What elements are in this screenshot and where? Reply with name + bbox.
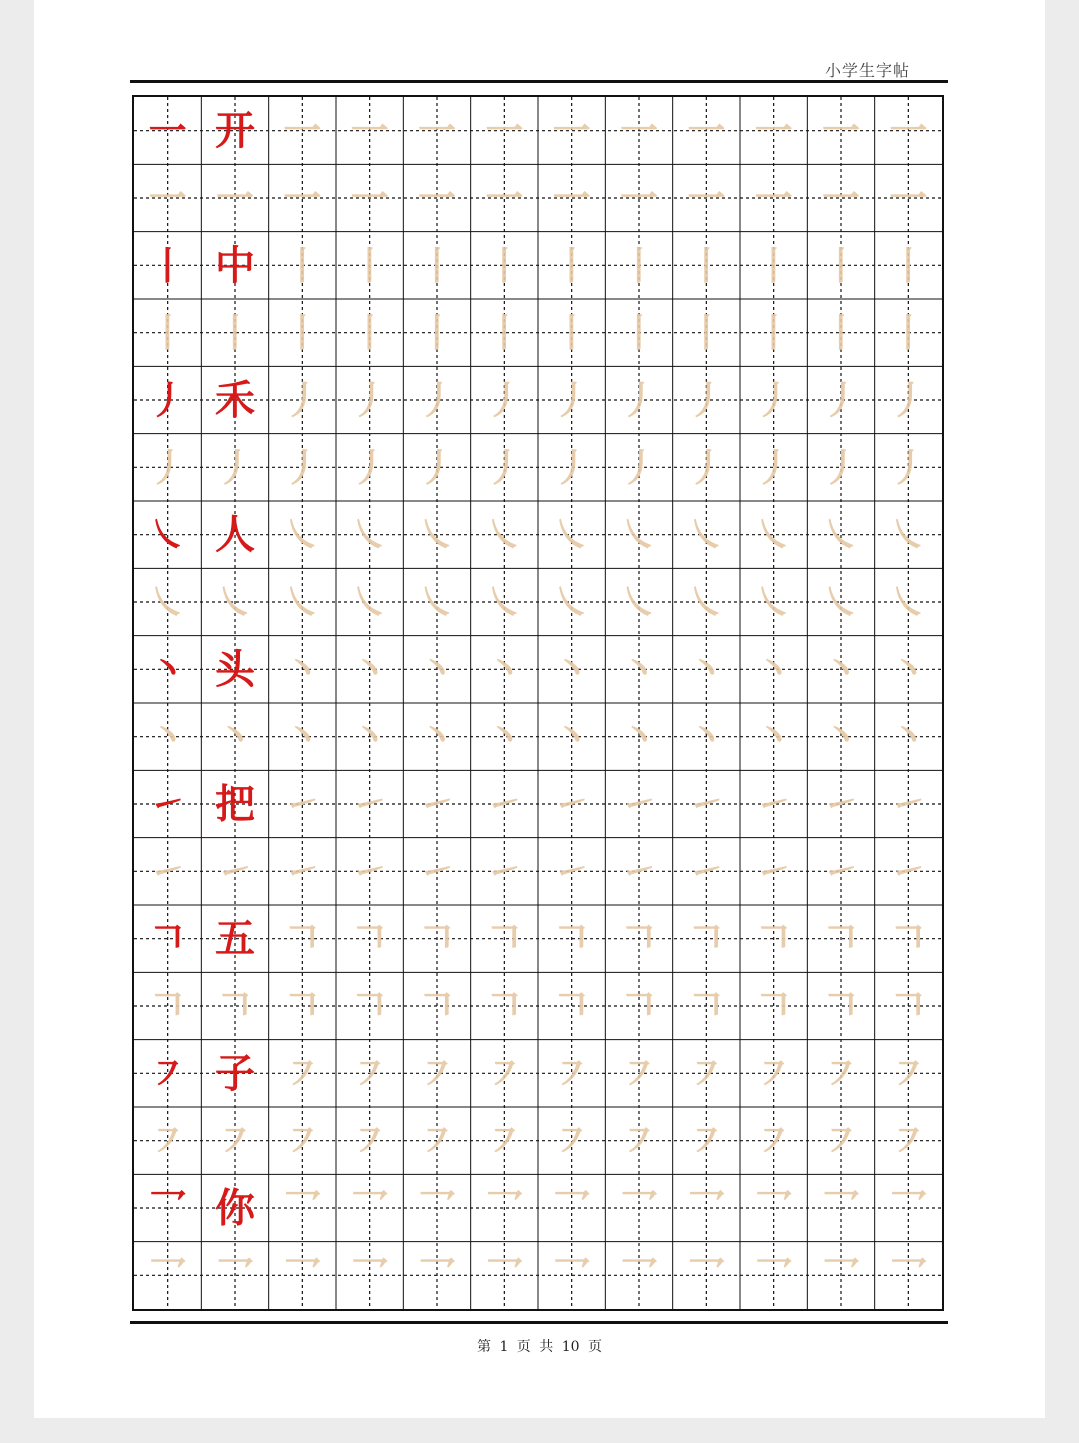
trace-stroke: 𠃍 [619,983,659,1029]
trace-stroke: 丿 [485,444,524,490]
trace-stroke: 乛 [552,1252,591,1298]
trace-stroke: ㇇ [821,1118,861,1164]
trace-stroke: 丨 [417,310,457,356]
trace-stroke: ㇏ [821,579,861,625]
trace-stroke: 一 [821,108,861,154]
trace-stroke: 丿 [889,377,928,423]
model-character: 人 [215,511,255,559]
trace-stroke: 𠃍 [485,983,524,1029]
trace-stroke: ㇀ [687,781,726,827]
worksheet-page [34,0,1045,1418]
trace-stroke: 丶 [619,714,659,760]
model-character: 头 [215,645,255,693]
trace-stroke: 乛 [417,1252,457,1298]
trace-stroke: 丿 [821,377,861,423]
trace-stroke: 丶 [485,646,524,692]
trace-stroke: ㇇ [148,1118,187,1164]
trace-stroke: 丿 [148,444,187,490]
trace-stroke: 丨 [687,310,726,356]
trace-stroke: 丨 [687,242,726,288]
trace-stroke: ㇇ [283,1118,322,1164]
trace-stroke: 一 [889,108,928,154]
trace-stroke: 丶 [148,714,187,760]
trace-stroke: ㇇ [619,1050,659,1096]
trace-stroke: 丨 [148,310,187,356]
trace-stroke: 丶 [552,714,591,760]
trace-stroke: ㇀ [417,781,457,827]
trace-stroke: ㇇ [687,1118,726,1164]
trace-stroke: ㇀ [283,781,322,827]
model-stroke: ㇀ [148,781,187,827]
trace-stroke: ㇀ [485,781,524,827]
trace-stroke: 丿 [687,377,726,423]
trace-stroke: 丶 [283,646,322,692]
trace-stroke: ㇀ [619,781,659,827]
trace-stroke: 一 [215,175,255,221]
trace-stroke: ㇏ [619,512,659,558]
trace-stroke: ㇇ [754,1050,793,1096]
trace-stroke: 丶 [889,714,928,760]
trace-stroke: 乛 [283,1252,322,1298]
trace-stroke: 丶 [417,714,457,760]
trace-stroke: 丿 [215,444,255,490]
trace-stroke: ㇀ [350,781,389,827]
trace-stroke: 乛 [485,1252,524,1298]
trace-stroke: ㇀ [619,848,659,894]
model-stroke: 丨 [148,242,187,288]
trace-stroke: 一 [283,108,322,154]
trace-stroke: 一 [350,175,389,221]
trace-stroke: 𠃍 [821,916,861,962]
trace-stroke: 乛 [821,1185,861,1231]
trace-stroke: 丨 [889,310,928,356]
trace-stroke: 丿 [754,377,793,423]
trace-stroke: 𠃍 [350,983,389,1029]
trace-stroke: 丨 [552,242,591,288]
trace-stroke: ㇀ [215,848,255,894]
practice-grid [132,95,944,1311]
trace-stroke: ㇏ [350,512,389,558]
trace-stroke: 乛 [148,1252,187,1298]
trace-stroke: 乛 [889,1252,928,1298]
trace-stroke: 乛 [754,1185,793,1231]
trace-stroke: 丿 [821,444,861,490]
trace-stroke: ㇇ [754,1118,793,1164]
trace-stroke: 乛 [619,1185,659,1231]
trace-stroke: 𠃍 [889,983,928,1029]
trace-stroke: 𠃍 [283,916,322,962]
trace-stroke: ㇀ [889,781,928,827]
trace-stroke: 丨 [821,242,861,288]
model-character: 把 [215,780,255,828]
trace-stroke: 丿 [754,444,793,490]
page-header-title: 小学生字帖 [824,61,910,80]
trace-stroke: ㇏ [687,512,726,558]
trace-stroke: 丿 [417,444,457,490]
trace-stroke: ㇇ [821,1050,861,1096]
trace-stroke: 一 [619,108,659,154]
trace-stroke: 丶 [215,714,255,760]
trace-stroke: 丶 [687,714,726,760]
trace-stroke: 丨 [350,310,389,356]
trace-stroke: ㇇ [619,1118,659,1164]
trace-stroke: 一 [417,108,457,154]
trace-stroke: 𠃍 [215,983,255,1029]
trace-stroke: ㇏ [754,579,793,625]
trace-stroke: ㇏ [215,579,255,625]
trace-stroke: ㇇ [552,1118,591,1164]
trace-stroke: 丶 [687,646,726,692]
model-stroke: 乛 [148,1185,187,1231]
trace-stroke: 丨 [821,310,861,356]
trace-stroke: 乛 [687,1185,726,1231]
trace-stroke: 一 [889,175,928,221]
trace-stroke: 丨 [417,242,457,288]
trace-stroke: 乛 [821,1252,861,1298]
trace-stroke: ㇏ [754,512,793,558]
trace-stroke: ㇏ [350,579,389,625]
trace-stroke: ㇀ [754,781,793,827]
trace-stroke: ㇏ [283,512,322,558]
model-character: 开 [215,107,255,155]
trace-stroke: 一 [754,175,793,221]
trace-stroke: 𠃍 [889,916,928,962]
trace-stroke: ㇏ [485,512,524,558]
trace-stroke: 乛 [485,1185,524,1231]
trace-stroke: 丶 [821,646,861,692]
model-stroke: 丿 [148,377,187,423]
trace-stroke: ㇀ [552,848,591,894]
trace-stroke: 丿 [687,444,726,490]
trace-stroke: 𠃍 [485,916,524,962]
trace-stroke: ㇏ [283,579,322,625]
trace-stroke: 丨 [485,242,524,288]
footer-rule [130,1321,948,1324]
model-stroke: ㇇ [148,1050,187,1096]
trace-stroke: 𠃍 [821,983,861,1029]
trace-stroke: ㇀ [417,848,457,894]
trace-stroke: 丶 [485,714,524,760]
trace-stroke: 𠃍 [687,916,726,962]
model-stroke: 𠃍 [148,916,187,962]
trace-stroke: 一 [552,108,591,154]
trace-stroke: 𠃍 [417,916,457,962]
trace-stroke: ㇀ [148,848,187,894]
trace-stroke: 乛 [687,1252,726,1298]
trace-stroke: ㇇ [215,1118,255,1164]
trace-stroke: ㇏ [417,579,457,625]
trace-stroke: 丶 [754,646,793,692]
trace-stroke: 丶 [552,646,591,692]
trace-stroke: ㇇ [485,1118,524,1164]
trace-stroke: 𠃍 [552,916,591,962]
trace-stroke: ㇇ [417,1118,457,1164]
trace-stroke: ㇏ [619,579,659,625]
trace-stroke: 丨 [485,310,524,356]
trace-stroke: ㇀ [889,848,928,894]
trace-stroke: 一 [350,108,389,154]
trace-stroke: ㇇ [687,1050,726,1096]
trace-stroke: 一 [552,175,591,221]
trace-stroke: 丶 [283,714,322,760]
trace-stroke: ㇇ [889,1050,928,1096]
trace-stroke: ㇇ [283,1050,322,1096]
trace-stroke: 丶 [889,646,928,692]
trace-stroke: 一 [687,175,726,221]
trace-stroke: 丨 [283,242,322,288]
trace-stroke: ㇀ [687,848,726,894]
trace-stroke: ㇀ [552,781,591,827]
trace-stroke: ㇇ [485,1050,524,1096]
trace-stroke: 丿 [619,377,659,423]
trace-stroke: 丿 [350,444,389,490]
trace-stroke: ㇏ [687,579,726,625]
trace-stroke: 丨 [754,310,793,356]
model-stroke: ㇏ [148,512,187,558]
trace-stroke: ㇏ [552,579,591,625]
trace-stroke: ㇏ [417,512,457,558]
trace-stroke: 𠃍 [148,983,187,1029]
header-rule [130,80,948,83]
trace-stroke: 𠃍 [619,916,659,962]
model-character: 子 [215,1049,255,1097]
trace-stroke: 丨 [350,242,389,288]
trace-stroke: 丨 [215,310,255,356]
trace-stroke: ㇏ [485,579,524,625]
trace-stroke: 乛 [619,1252,659,1298]
trace-stroke: ㇏ [889,579,928,625]
model-character: 中 [215,241,255,289]
trace-stroke: 丿 [283,444,322,490]
trace-stroke: 丨 [283,310,322,356]
trace-stroke: 丶 [821,714,861,760]
trace-stroke: 丶 [754,714,793,760]
trace-stroke: 丨 [619,310,659,356]
trace-stroke: 丿 [485,377,524,423]
trace-stroke: 丨 [619,242,659,288]
trace-stroke: 一 [417,175,457,221]
trace-stroke: 𠃍 [754,916,793,962]
trace-stroke: 丶 [350,714,389,760]
trace-stroke: ㇀ [821,781,861,827]
trace-stroke: 一 [821,175,861,221]
trace-stroke: ㇇ [350,1118,389,1164]
trace-stroke: 乛 [350,1185,389,1231]
trace-stroke: ㇀ [754,848,793,894]
trace-stroke: 一 [283,175,322,221]
trace-stroke: 𠃍 [687,983,726,1029]
trace-stroke: 丿 [350,377,389,423]
trace-stroke: 乛 [754,1252,793,1298]
model-character: 五 [215,915,255,963]
trace-stroke: 丨 [754,242,793,288]
trace-stroke: 一 [754,108,793,154]
trace-stroke: ㇇ [350,1050,389,1096]
trace-stroke: 一 [485,175,524,221]
trace-stroke: 一 [485,108,524,154]
trace-stroke: 丿 [283,377,322,423]
trace-stroke: 丿 [889,444,928,490]
trace-stroke: 丶 [619,646,659,692]
trace-stroke: 丨 [552,310,591,356]
trace-stroke: ㇀ [283,848,322,894]
trace-stroke: 丿 [619,444,659,490]
trace-stroke: ㇏ [889,512,928,558]
trace-stroke: ㇏ [552,512,591,558]
model-stroke: 一 [148,108,187,154]
trace-stroke: ㇏ [821,512,861,558]
trace-stroke: 𠃍 [283,983,322,1029]
trace-stroke: 丶 [417,646,457,692]
model-character: 你 [215,1184,255,1232]
trace-stroke: 乛 [417,1185,457,1231]
trace-stroke: ㇇ [552,1050,591,1096]
trace-stroke: 丶 [350,646,389,692]
trace-stroke: ㇇ [889,1118,928,1164]
trace-stroke: ㇀ [485,848,524,894]
trace-stroke: 乛 [283,1185,322,1231]
trace-stroke: ㇀ [821,848,861,894]
tian-grid-svg [134,97,942,1309]
model-character: 禾 [215,376,255,424]
trace-stroke: 一 [687,108,726,154]
page-footer: 第 1 页 共 10 页 [477,1339,602,1355]
trace-stroke: ㇏ [148,579,187,625]
trace-stroke: 𠃍 [417,983,457,1029]
trace-stroke: 一 [148,175,187,221]
trace-stroke: 一 [619,175,659,221]
trace-stroke: 丿 [552,377,591,423]
trace-stroke: 乛 [350,1252,389,1298]
trace-stroke: 𠃍 [350,916,389,962]
trace-stroke: 乛 [552,1185,591,1231]
trace-stroke: 丿 [552,444,591,490]
model-stroke: 丶 [148,646,187,692]
trace-stroke: ㇀ [350,848,389,894]
trace-stroke: 𠃍 [754,983,793,1029]
trace-stroke: 乛 [889,1185,928,1231]
trace-stroke: 丨 [889,242,928,288]
trace-stroke: 乛 [215,1252,255,1298]
trace-stroke: ㇇ [417,1050,457,1096]
trace-stroke: 丿 [417,377,457,423]
trace-stroke: 𠃍 [552,983,591,1029]
